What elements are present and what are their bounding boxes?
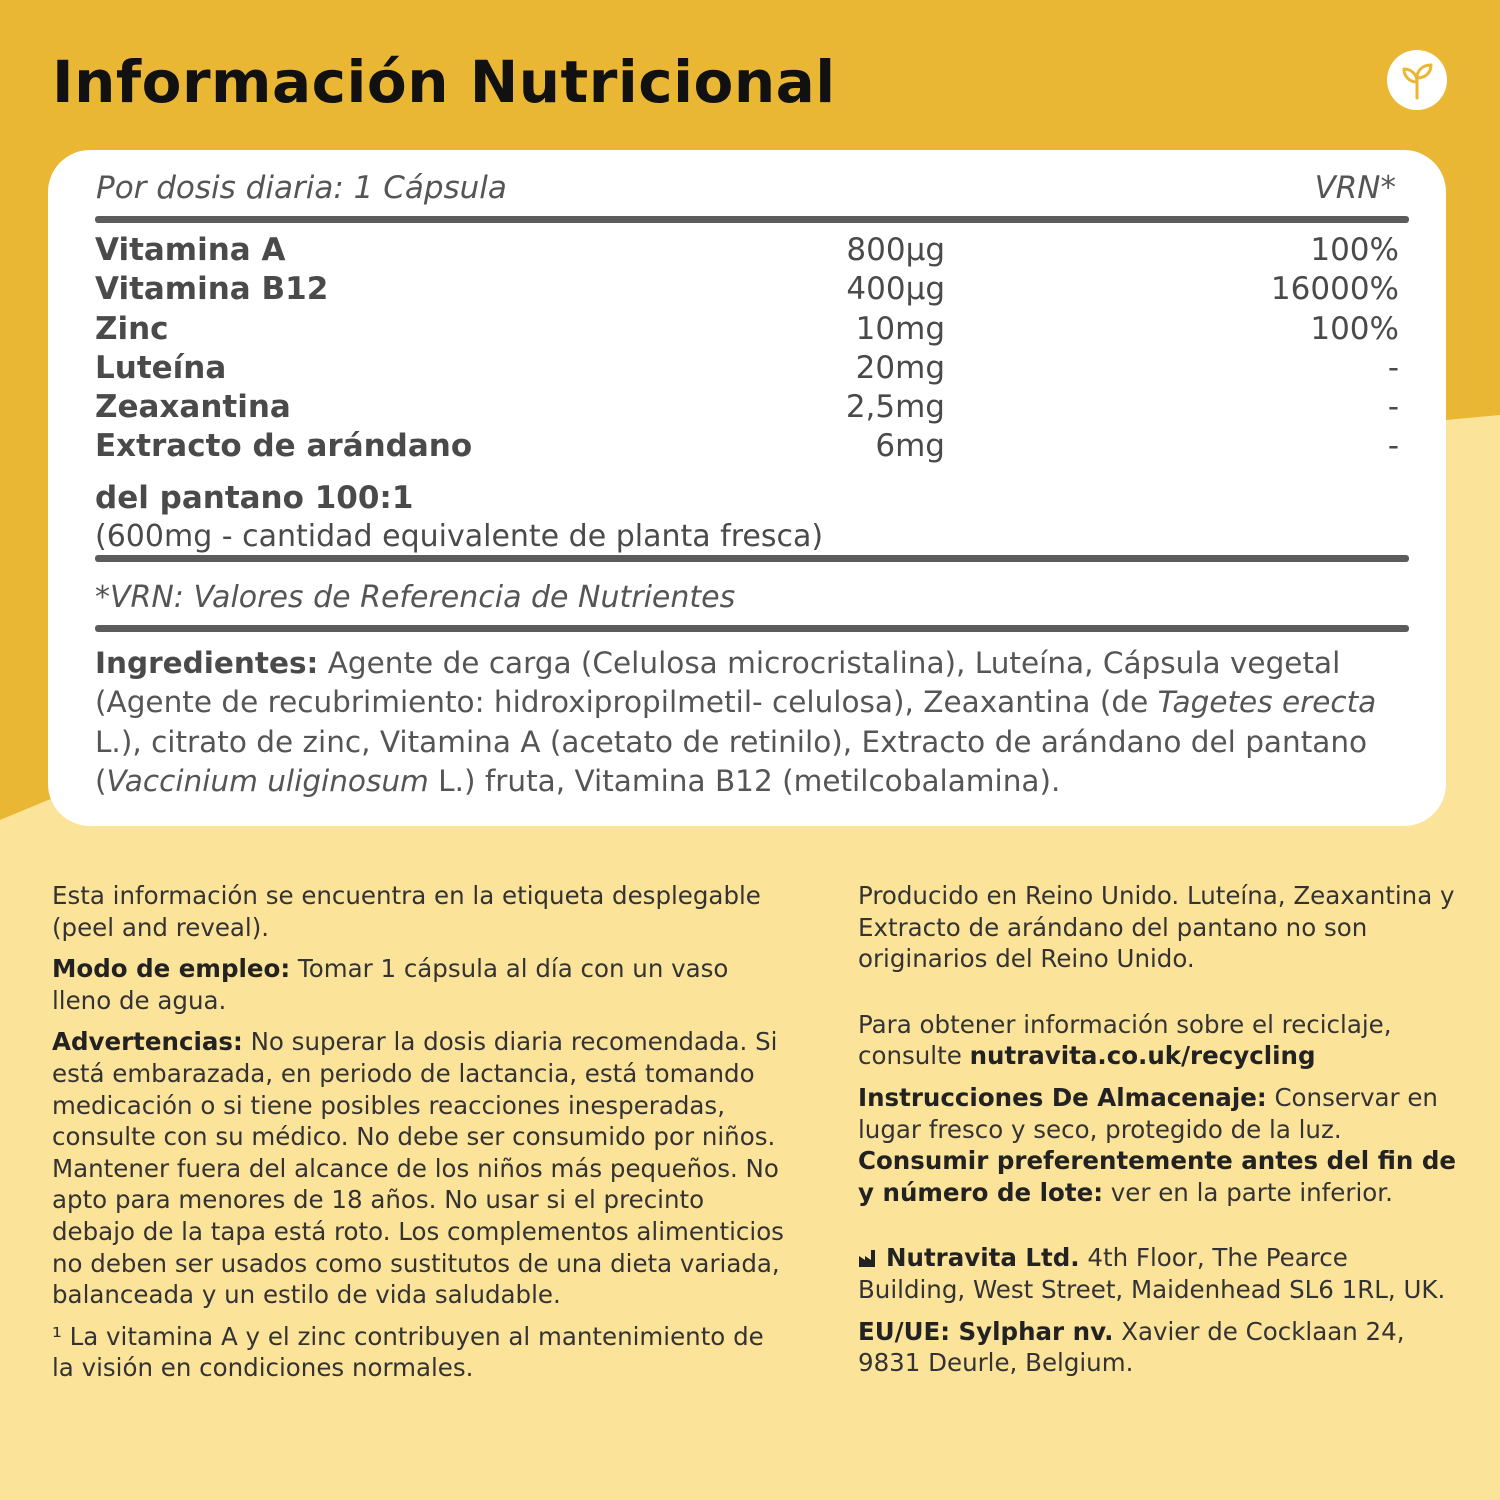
factory-icon <box>858 1248 880 1268</box>
storage-label: Instrucciones De Almacenaje: <box>858 1082 1267 1112</box>
nutrient-vrn: 16000% <box>1270 271 1399 308</box>
ingredients-label: Ingredientes: <box>95 646 319 680</box>
best-before-label: Consumir preferentemente antes del fin de y número de lote: <box>858 1146 1457 1207</box>
page-title: Información Nutricional <box>52 48 836 116</box>
right-info-column <box>858 880 1458 1379</box>
nutrient-amount: 2,5mg <box>845 389 945 426</box>
company-name: Nutravita Ltd. <box>886 1243 1080 1273</box>
table-row <box>95 311 1399 350</box>
storage-text: Instrucciones De Almacenaje: Conservar en lugar fresco y seco, protegido de la luz. Consumir preferentemente antes del fin de y número de lote: ver en la parte inferior. <box>858 1082 1457 1207</box>
recycling-link[interactable]: nutravita.co.uk/recycling <box>969 1041 1316 1071</box>
nutrient-amount: 400µg <box>846 271 945 308</box>
nutrient-amount: 800µg <box>846 232 945 268</box>
manufacturer-address: Nutravita Ltd. 4th Floor, The Pearce Building, West Street, Maidenhead SL6 1RL, UK. <box>858 1243 1446 1304</box>
table-row <box>95 232 1399 271</box>
per-dose-label: Por dosis diaria: 1 Cápsula <box>96 170 507 206</box>
nutrient-name-continuation: del pantano 100:1 <box>95 480 414 516</box>
vrn-footnote: *VRN: Valores de Referencia de Nutrientes <box>95 580 736 615</box>
nutrient-vrn: 100% <box>1310 232 1399 268</box>
nutrient-name: Zeaxantina <box>95 389 291 426</box>
nutrient-amount: 6mg <box>875 428 945 465</box>
vrn-header: VRN* <box>1314 170 1396 206</box>
ingredients-text: Ingredientes: Agente de carga (Celulosa microcristalina), Luteína, Cápsula vegetal (Agente de recubrimiento: hidroxipropilmetil- celulosa), Zeaxantina (de Tagetes erecta L.), citrato de zinc, Vitamina A (acetato de retinilo), Extracto de arándano del pantano (Vaccinium uliginosum L.) fruta, Vitamina B12 (metilcobalamina). <box>95 646 1377 798</box>
origin-text: Producido en Reino Unido. Luteína, Zeaxantina y Extracto de arándano del pantano no son originarios del Reino Unido. <box>858 881 1455 974</box>
table-top-rule <box>95 216 1409 223</box>
nutrient-name: Vitamina A <box>95 232 286 268</box>
label-info-text: Esta información se encuentra en la etiqueta desplegable (peel and reveal). <box>52 881 761 942</box>
nutrient-vrn: 100% <box>1310 310 1399 347</box>
nutrient-name: Zinc <box>95 310 169 347</box>
nutrient-vrn: - <box>1387 349 1399 386</box>
nutrient-note: (600mg - cantidad equivalente de planta fresca) <box>95 519 824 554</box>
nutrient-amount: 10mg <box>855 310 945 347</box>
table-row <box>95 271 1399 310</box>
left-info-column <box>52 880 792 1384</box>
usage-text: Modo de empleo: Tomar 1 cápsula al día con un vaso lleno de agua. <box>52 954 729 1015</box>
eu-address: EU/UE: Sylphar nv. Xavier de Cocklaan 24, 9831 Deurle, Belgium. <box>858 1316 1405 1378</box>
nutrient-amount: 20mg <box>855 349 945 386</box>
table-bottom-rule <box>95 555 1409 562</box>
footnote-rule <box>95 625 1409 632</box>
nutrient-table <box>95 232 1399 468</box>
warnings-text: Advertencias: No superar la dosis diaria recomendada. Si está embarazada, en periodo de lactancia, está tomando medicación o si tiene posibles reacciones inesperadas, consulte con su médico. No debe ser consumido por niños. Mantener fuera del alcance de los niños más pequeños. No apto para menores de 18 años. No usar si el precinto debajo de la tapa está roto. Los complementos alimenticios no deben ser usados como sustitutos de una dieta variada, balanceada y un estilo de vida saludable. <box>52 1027 784 1310</box>
eu-label: EU/UE: Sylphar nv. <box>858 1316 1114 1346</box>
table-row <box>95 428 1399 467</box>
nutrient-vrn: - <box>1387 389 1399 426</box>
nutrient-name: Extracto de arándano <box>95 428 473 465</box>
nutrient-vrn: - <box>1387 428 1399 465</box>
table-row <box>95 350 1399 389</box>
usage-label: Modo de empleo: <box>52 954 291 984</box>
warnings-label: Advertencias: <box>52 1027 243 1057</box>
nutrient-name: Luteína <box>95 349 227 386</box>
nutrition-card <box>48 150 1446 826</box>
recycling-text: Para obtener información sobre el reciclaje, consulte nutravita.co.uk/recycling <box>858 1009 1392 1071</box>
leaf-sprout-icon <box>1387 50 1447 110</box>
vision-claim-text: ¹ La vitamina A y el zinc contribuyen al mantenimiento de la visión en condiciones normales. <box>52 1321 764 1383</box>
nutrient-name: Vitamina B12 <box>95 271 329 308</box>
table-row <box>95 389 1399 428</box>
